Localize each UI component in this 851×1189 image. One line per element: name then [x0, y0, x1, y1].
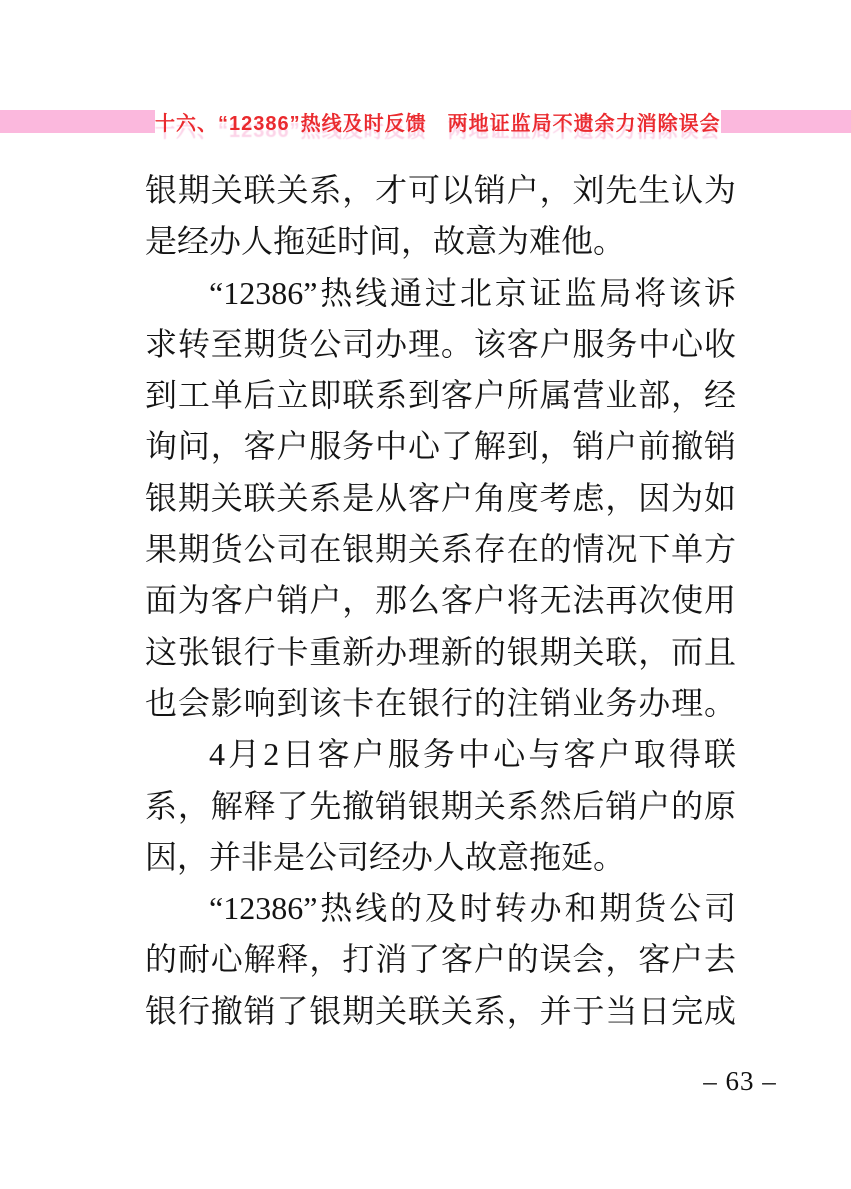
text-line: 银行撤销了银期关联关系，并于当日完成: [145, 992, 736, 1029]
body-text: [145, 165, 736, 1037]
text-line: “12386”热线通过北京证监局将该诉: [209, 274, 736, 311]
paragraph: [145, 268, 736, 730]
paragraph: [145, 165, 736, 268]
paragraph: [145, 883, 736, 1037]
text-line: 系，解释了先撤销银期关系然后销户的原: [145, 787, 736, 824]
text-line: 询问，客户服务中心了解到，销户前撤销: [145, 428, 736, 465]
paragraph: [145, 729, 736, 883]
text-line: 也会影响到该卡在银行的注销业务办理。: [145, 684, 736, 721]
text-line: 4月2日客户服务中心与客户取得联: [209, 736, 736, 773]
text-line: 面为客户销户，那么客户将无法再次使用: [145, 582, 736, 619]
text-line: 的耐心解释，打消了客户的误会，客户去: [145, 941, 736, 978]
text-line: 银期关联关系，才可以销户，刘先生认为: [145, 172, 736, 208]
chapter-title: 十六、“12386”热线及时反馈 两地证监局不遗余力消除误会: [155, 112, 721, 135]
text-line: “12386”热线的及时转办和期货公司: [209, 890, 736, 927]
page-number: – 63 –: [703, 1066, 777, 1096]
text-line: 这张银行卡重新办理新的银期关联，而且: [145, 633, 736, 670]
text-line: 银期关联关系是从客户角度考虑，因为如: [145, 479, 736, 516]
chapter-header: [0, 107, 851, 135]
text-line: 到工单后立即联系到客户所属营业部，经: [145, 377, 736, 414]
text-line: 求转至期货公司办理。该客户服务中心收: [145, 325, 736, 362]
text-line: 因，并非是公司经办人故意拖延。: [145, 838, 626, 875]
text-line: 是经办人拖延时间，故意为难他。: [145, 223, 626, 260]
text-line: 果期货公司在银期关系存在的情况下单方: [145, 531, 736, 568]
header-rule-right: [721, 110, 851, 133]
header-rule-left: [0, 110, 155, 133]
